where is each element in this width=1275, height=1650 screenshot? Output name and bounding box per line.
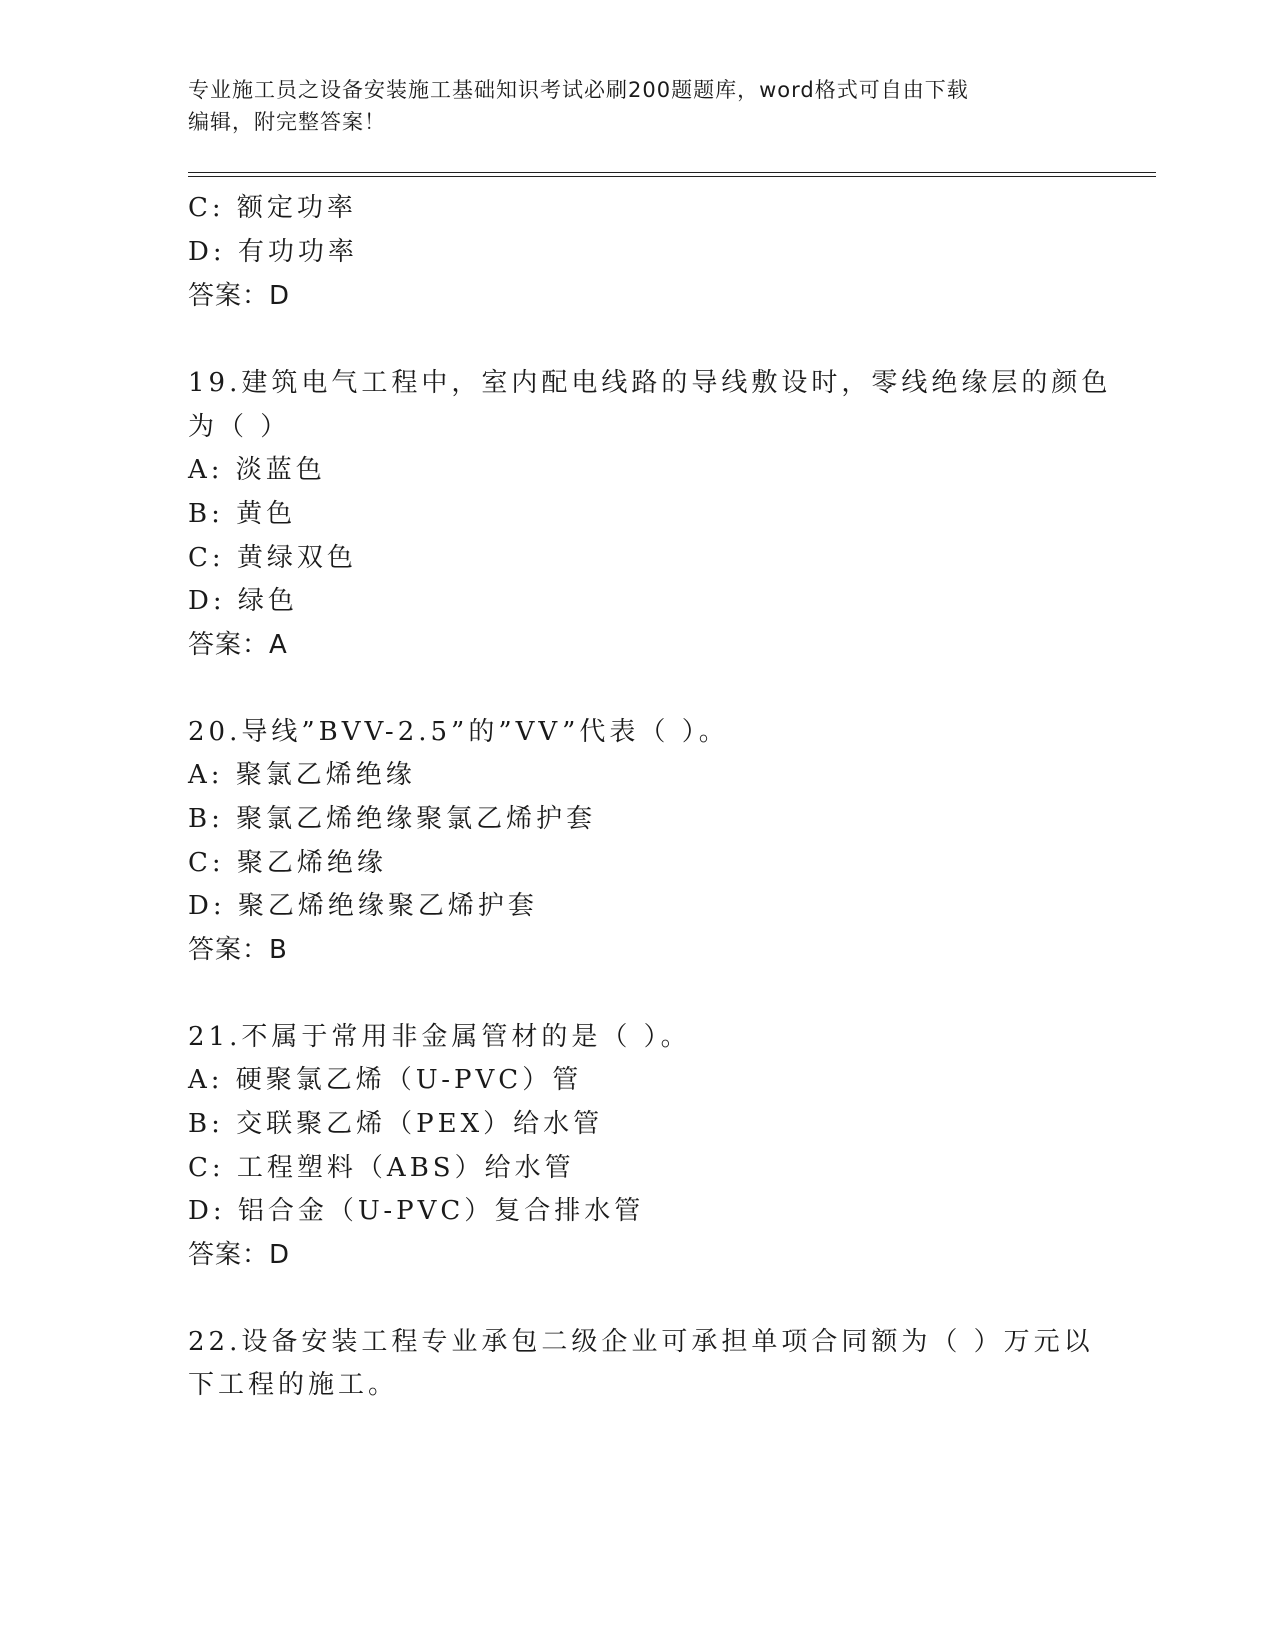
q20-option-a: A: 聚氯乙烯绝缘 <box>188 760 416 790</box>
q19-option-d: D: 绿色 <box>188 586 298 616</box>
q20-answer: 答案：B <box>188 935 288 965</box>
q19-answer: 答案：A <box>188 630 288 660</box>
q22-stem-line-2: 下工程的施工。 <box>188 1370 399 1400</box>
q19-stem-line-1: 19.建筑电气工程中，室内配电线路的导线敷设时，零线绝缘层的颜色 <box>188 368 1112 398</box>
q20-option-d: D: 聚乙烯绝缘聚乙烯护套 <box>188 891 538 921</box>
q19-option-a: A: 淡蓝色 <box>188 455 326 485</box>
header-title-line-2: 编辑，附完整答案！ <box>188 110 386 134</box>
q20-stem: 20.导线”BVV-2.5”的”VV”代表（ ）。 <box>188 717 729 747</box>
q21-option-d: D: 铝合金（U-PVC）复合排水管 <box>188 1196 645 1226</box>
q21-answer: 答案：D <box>188 1240 291 1270</box>
header-divider-top <box>188 172 1156 173</box>
q19-option-c: C: 黄绿双色 <box>188 543 357 573</box>
q22-stem-line-1: 22.设备安装工程专业承包二级企业可承担单项合同额为（ ）万元以 <box>188 1327 1094 1357</box>
q20-option-b: B: 聚氯乙烯绝缘聚氯乙烯护套 <box>188 804 597 834</box>
header-title-line-1: 专业施工员之设备安装施工基础知识考试必刷200题题库，word格式可自由下载 <box>188 78 969 102</box>
q19-stem-line-2: 为（ ） <box>188 412 291 442</box>
q18-option-c: C: 额定功率 <box>188 193 357 223</box>
q21-option-a: A: 硬聚氯乙烯（U-PVC）管 <box>188 1065 583 1095</box>
q19-option-b: B: 黄色 <box>188 499 297 529</box>
q18-answer: 答案：D <box>188 281 291 311</box>
header-divider-bottom <box>188 176 1156 177</box>
q18-option-d: D: 有功功率 <box>188 237 358 267</box>
q21-stem: 21.不属于常用非金属管材的是（ ）。 <box>188 1022 691 1052</box>
q21-option-b: B: 交联聚乙烯（PEX）给水管 <box>188 1109 604 1139</box>
q21-option-c: C: 工程塑料（ABS）给水管 <box>188 1153 575 1183</box>
q20-option-c: C: 聚乙烯绝缘 <box>188 848 387 878</box>
